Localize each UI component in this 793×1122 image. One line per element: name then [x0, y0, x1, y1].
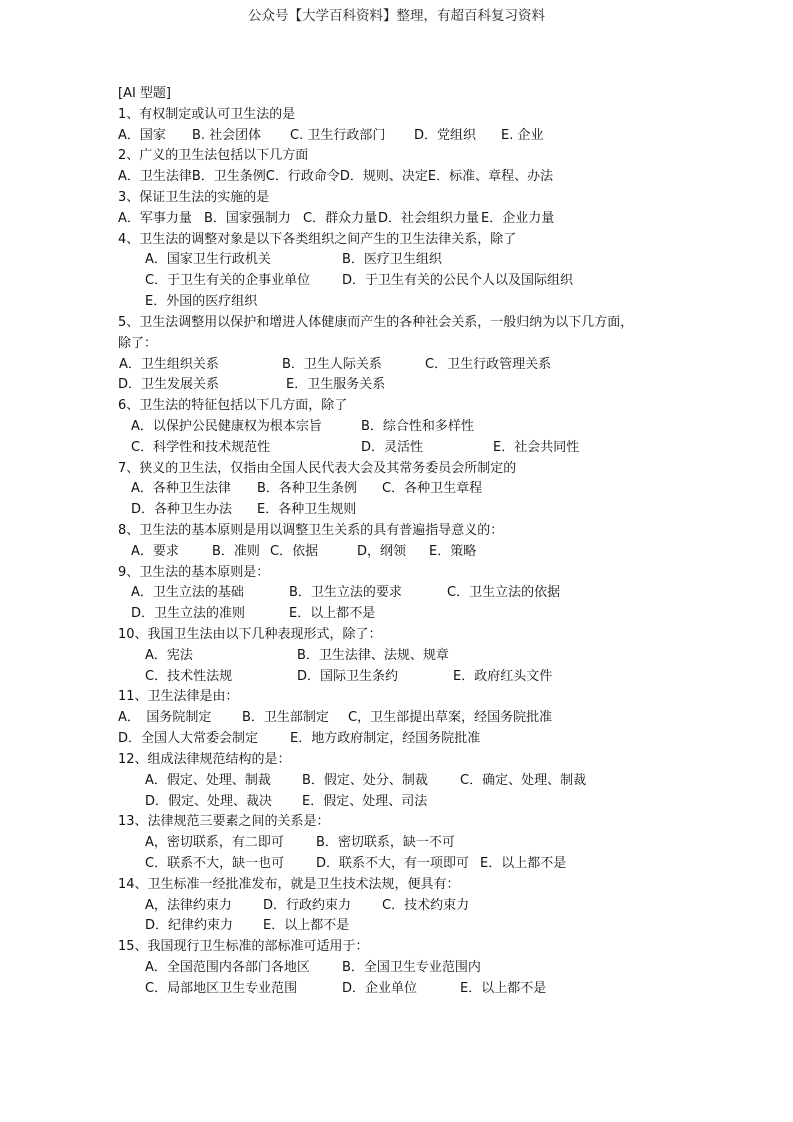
answer-option: A．假定、处理、制裁 — [145, 772, 271, 788]
answer-option: C．群众力量 — [303, 210, 378, 226]
question-text: 15、我国现行卫生标准的部标准可适用于： — [118, 939, 369, 955]
question-text: 2、广义的卫生法包括以下几方面 — [118, 148, 309, 164]
answer-option: D．卫生立法的准则 — [131, 606, 246, 622]
answer-option: B．医疗卫生组织 — [342, 252, 442, 268]
answer-option: C．于卫生有关的企事业单位 — [145, 273, 311, 289]
answer-option: A，密切联系，有二即可 — [145, 835, 284, 851]
answer-option: A．以保护公民健康权为根本宗旨 — [131, 418, 322, 434]
answer-option: A．各种卫生法律 — [131, 481, 231, 497]
question-text: 8、卫生法的基本原则是用以调整卫生关系的具有普遍指导意义的： — [118, 523, 504, 538]
question-text: 6、卫生法的特征包括以下几方面，除了 — [118, 398, 348, 414]
answer-option: E．各种卫生规则 — [257, 502, 357, 518]
answer-option: D．党组织 — [414, 127, 477, 143]
answer-option: C．各种卫生章程 — [382, 481, 483, 497]
question-text: 14、卫生标准一经批准发布，就是卫生技术法规，便具有： — [118, 876, 460, 892]
question-text: 1、有权制定或认可卫生法的是 — [118, 106, 296, 122]
answer-option: B．卫生立法的要求 — [289, 585, 402, 601]
answer-option: B．国家强制力 — [204, 210, 291, 226]
answer-option: A．要求 — [131, 543, 179, 559]
answer-option: A．卫生组织关系 — [119, 356, 219, 372]
answer-option: D．于卫生有关的公民个人以及国际组织 — [342, 273, 574, 289]
question-text: A．卫生法律B．卫生条例C．行政命令D．规则、决定E．标准、章程、办法 — [118, 169, 554, 185]
answer-option: D．企业单位 — [342, 980, 418, 996]
answer-option: B．卫生部制定 — [242, 710, 329, 726]
question-text: 10、我国卫生法由以下几种表现形式，除了： — [118, 627, 382, 643]
answer-option: E．政府红头文件 — [453, 668, 553, 684]
question-text: 13、法律规范三要素之间的关系是： — [118, 814, 330, 830]
answer-option: C．依据 — [270, 543, 319, 559]
answer-option: D．假定、处理、裁决 — [145, 793, 273, 809]
answer-option: A． 国务院制定 — [118, 710, 212, 726]
answer-option: D．各种卫生办法 — [131, 502, 233, 518]
answer-option: B．综合性和多样性 — [361, 418, 474, 434]
answer-option: A．国家卫生行政机关 — [145, 252, 271, 268]
answer-option: B. 社会团体 — [192, 127, 262, 143]
answer-option: A．全国范围内各部门各地区 — [145, 960, 310, 976]
answer-option: E．社会共同性 — [493, 439, 580, 455]
answer-option: C．卫生行政管理关系 — [425, 356, 552, 372]
question-text: 4、卫生法的调整对象是以下各类组织之间产生的卫生法律关系，除了 — [118, 231, 517, 247]
answer-option: C．技术约束力 — [382, 897, 470, 913]
answer-option: A．国家 — [118, 127, 166, 143]
answer-option: C．联系不大，缺一也可 — [145, 855, 285, 871]
answer-option: B．卫生法律、法规、规章 — [297, 647, 449, 663]
answer-option: A，法律约束力 — [145, 897, 232, 913]
answer-option: D．国际卫生条约 — [297, 668, 399, 684]
question-text: 5、卫生法调整用以保护和增进人体健康而产生的各种社会关系，一般归纳为以下几方面， — [118, 314, 634, 330]
question-text: 除了： — [118, 335, 158, 351]
question-text: 11、卫生法律是由： — [118, 689, 239, 705]
answer-option: D．卫生发展关系 — [118, 377, 220, 393]
answer-option: D．行政约束力 — [263, 897, 352, 913]
question-text: 9、卫生法的基本原则是： — [118, 564, 270, 580]
answer-option: C．科学性和技术规范性 — [131, 439, 271, 455]
answer-option: D，纲领 — [357, 543, 407, 559]
answer-option: D．纪律约束力 — [145, 918, 234, 934]
answer-option: D．联系不大，有一项即可 — [316, 855, 470, 871]
answer-option: C，卫生部提出草案，经国务院批准 — [348, 710, 553, 726]
answer-option: C. 卫生行政部门 — [290, 127, 386, 143]
answer-option: B．假定、处分、制裁 — [302, 772, 428, 788]
answer-option: E．以上都不是 — [480, 855, 567, 871]
answer-option: E．企业力量 — [481, 210, 555, 226]
answer-option: B．全国卫生专业范围内 — [342, 960, 481, 976]
question-text: 7、狭义的卫生法，仅指由全国人民代表大会及其常务委员会所制定的 — [118, 460, 517, 476]
answer-option: C．卫生立法的依据 — [447, 585, 561, 601]
answer-option: A．军事力量 — [118, 210, 192, 226]
answer-option: B．各种卫生条例 — [257, 481, 357, 497]
question-text: [AI 型题] — [118, 86, 172, 101]
answer-option: E．以上都不是 — [460, 980, 547, 996]
question-text: 12、组成法律规范结构的是： — [118, 751, 291, 767]
answer-option: D．灵活性 — [361, 439, 424, 455]
answer-option: E．策略 — [429, 543, 477, 559]
question-text: 3、保证卫生法的实施的是 — [118, 190, 270, 206]
answer-option: E．以上都不是 — [289, 606, 376, 622]
answer-option: E．卫生服务关系 — [286, 377, 386, 393]
answer-option: E. 企业 — [501, 127, 544, 143]
answer-option: C．局部地区卫生专业范围 — [145, 980, 298, 996]
answer-option: E．假定、处理、司法 — [302, 793, 428, 809]
answer-option: D．全国人大常委会制定 — [118, 731, 259, 747]
question-text: E．外国的医疗组织 — [145, 294, 258, 310]
answer-option: A．卫生立法的基础 — [131, 585, 244, 601]
answer-option: B．密切联系，缺一不可 — [316, 835, 455, 851]
answer-option: C．确定、处理、制裁 — [460, 772, 587, 788]
answer-option: B．卫生人际关系 — [282, 356, 382, 372]
answer-option: A．宪法 — [145, 647, 193, 663]
answer-option: B．准则 — [212, 543, 260, 559]
answer-option: E．地方政府制定，经国务院批准 — [290, 731, 481, 747]
answer-option: C．技术性法规 — [145, 668, 233, 684]
page-header-watermark: 公众号【大学百科资料】整理，有超百科复习资料 — [248, 8, 545, 24]
answer-option: D．社会组织力量 — [378, 210, 480, 226]
answer-option: E．以上都不是 — [263, 918, 350, 934]
